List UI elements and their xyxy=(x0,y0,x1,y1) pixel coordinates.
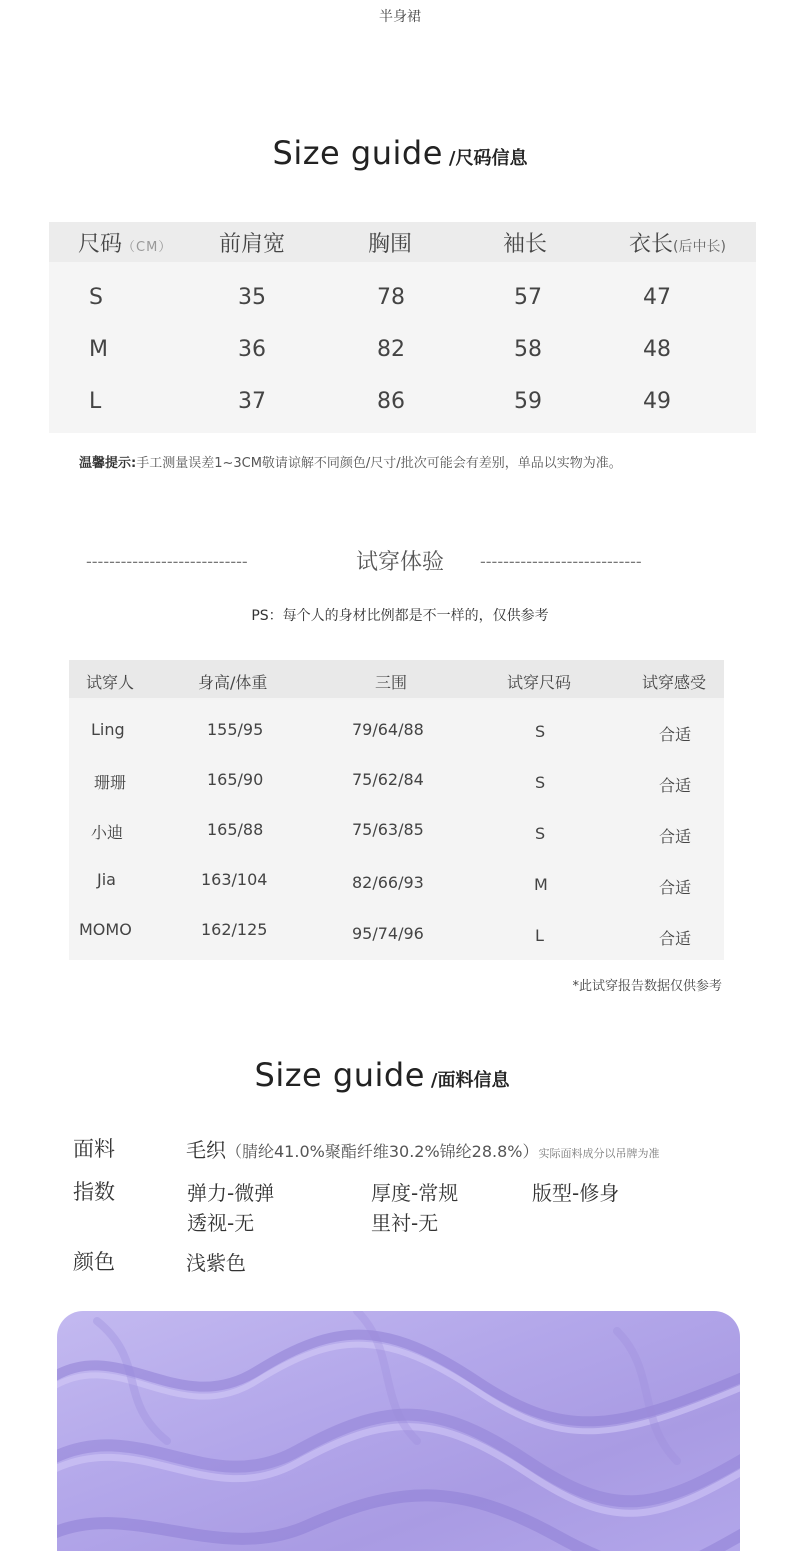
size-table-header xyxy=(49,222,756,262)
size-cell: S xyxy=(89,285,103,310)
tester-name: Ling xyxy=(91,720,125,739)
header-tester: 试穿人 xyxy=(86,673,135,692)
height-weight: 165/90 xyxy=(207,770,264,789)
shoulder-cell: 37 xyxy=(238,389,266,414)
fabric-guide-title-en: Size guide xyxy=(254,1056,425,1094)
bust-cell: 78 xyxy=(377,285,405,310)
size-guide-title-cn: /尺码信息 xyxy=(448,148,528,169)
feeling: 合适 xyxy=(659,776,692,795)
measurement-note xyxy=(79,452,622,471)
fabric-note: 实际面料成分以吊牌为准 xyxy=(538,1147,660,1160)
note-label: 温馨提示: xyxy=(79,456,137,471)
size-table xyxy=(49,222,756,433)
elasticity-value: 弹力-微弹 xyxy=(187,1181,275,1205)
tester-name: Jia xyxy=(97,870,116,889)
lining-value: 里衬-无 xyxy=(371,1211,439,1235)
color-value: 浅紫色 xyxy=(186,1251,246,1275)
tried-size: M xyxy=(534,875,548,894)
tester-name: 珊珊 xyxy=(94,773,127,792)
measurements: 75/63/85 xyxy=(352,820,424,839)
fabric-swatch-image xyxy=(57,1311,740,1551)
measurements: 75/62/84 xyxy=(352,770,424,789)
length-cell: 47 xyxy=(643,285,671,310)
tried-size: S xyxy=(535,773,546,792)
feeling: 合适 xyxy=(659,878,692,897)
fabric-guide-title-cn: /面料信息 xyxy=(430,1070,510,1091)
header-size: 尺码（CM） xyxy=(78,232,173,257)
size-cell: M xyxy=(89,337,108,362)
length-cell: 48 xyxy=(643,337,671,362)
shoulder-cell: 35 xyxy=(238,285,266,310)
thickness-value: 厚度-常规 xyxy=(371,1181,459,1205)
tryon-ps: PS：每个人的身材比例都是不一样的，仅供参考 xyxy=(251,608,549,624)
fit-value: 版型-修身 xyxy=(532,1181,620,1205)
tester-name: 小迪 xyxy=(91,823,124,842)
height-weight: 155/95 xyxy=(207,720,264,739)
header-unit: （CM） xyxy=(122,240,173,255)
tried-size: S xyxy=(535,722,546,741)
sheer-value: 透视-无 xyxy=(187,1211,255,1235)
product-type-caption: 半身裙 xyxy=(379,9,421,25)
bust-cell: 82 xyxy=(377,337,405,362)
measurements: 79/64/88 xyxy=(352,720,424,739)
tryon-table-header xyxy=(69,660,724,698)
tryon-table xyxy=(69,660,724,960)
header-length: 衣长(后中长) xyxy=(629,232,726,257)
header-length-note: (后中长) xyxy=(673,239,726,255)
height-weight: 162/125 xyxy=(201,920,268,939)
feeling: 合适 xyxy=(659,725,692,744)
height-weight: 163/104 xyxy=(201,870,268,889)
fabric-label: 面料 xyxy=(73,1137,115,1161)
feeling: 合适 xyxy=(659,929,692,948)
shoulder-cell: 36 xyxy=(238,337,266,362)
measurements: 82/66/93 xyxy=(352,873,424,892)
tryon-title: 试穿体验 xyxy=(355,550,444,575)
header-measurements: 三围 xyxy=(375,673,408,692)
fabric-guide-heading xyxy=(0,1056,782,1094)
knit-texture xyxy=(57,1311,740,1551)
sleeve-cell: 59 xyxy=(514,389,542,414)
size-guide-title-en: Size guide xyxy=(272,134,443,172)
tryon-disclaimer: *此试穿报告数据仅供参考 xyxy=(572,979,722,994)
divider-right: ---------------------------- xyxy=(480,552,642,571)
size-guide-heading xyxy=(0,134,800,172)
note-text: 手工测量误差1~3CM敬请谅解不同颜色/尺寸/批次可能会有差别，单品以实物为准。 xyxy=(136,456,622,471)
header-height-weight: 身高/体重 xyxy=(198,673,268,692)
size-cell: L xyxy=(89,389,102,414)
sleeve-cell: 57 xyxy=(514,285,542,310)
header-bust: 胸围 xyxy=(368,232,413,257)
height-weight: 165/88 xyxy=(207,820,264,839)
header-tried-size: 试穿尺码 xyxy=(507,673,572,692)
header-feeling: 试穿感受 xyxy=(642,673,707,692)
header-shoulder: 前肩宽 xyxy=(219,232,286,257)
tester-name: MOMO xyxy=(79,920,132,939)
fabric-composition: （腈纶41.0%聚酯纤维30.2%锦纶28.8%） xyxy=(226,1142,539,1161)
tried-size: S xyxy=(535,824,546,843)
bust-cell: 86 xyxy=(377,389,405,414)
length-cell: 49 xyxy=(643,389,671,414)
tried-size: L xyxy=(535,926,544,945)
header-sleeve: 袖长 xyxy=(503,232,548,257)
measurements: 95/74/96 xyxy=(352,924,424,943)
sleeve-cell: 58 xyxy=(514,337,542,362)
color-label: 颜色 xyxy=(73,1250,115,1274)
index-label: 指数 xyxy=(73,1180,115,1204)
divider-left: ---------------------------- xyxy=(86,552,248,571)
fabric-value: 毛织（腈纶41.0%聚酯纤维30.2%锦纶28.8%）实际面料成分以吊牌为准 xyxy=(186,1138,660,1162)
feeling: 合适 xyxy=(659,827,692,846)
